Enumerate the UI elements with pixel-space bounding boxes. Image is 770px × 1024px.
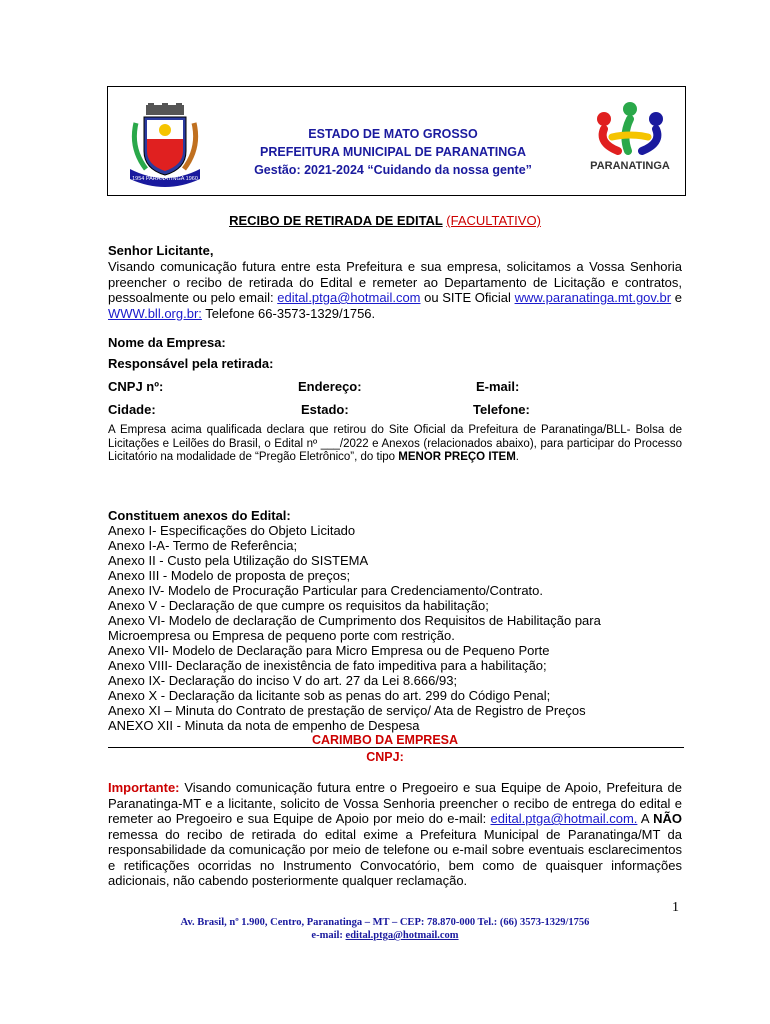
stamp-title: CARIMBO DA EMPRESA [311,733,459,747]
letterhead-text [213,125,573,179]
field-address-label: Endereço: [298,379,362,394]
state-name: ESTADO DE MATO GROSSO [308,127,478,141]
important-label: Importante: [108,780,180,795]
annex-item: Anexo IV- Modelo de Procuração Particular para Credenciamento/Contrato. [108,583,544,598]
field-row-city [108,402,682,418]
field-state-label: Estado: [301,402,349,417]
site-link-prefeitura[interactable]: www.paranatinga.mt.gov.br [514,290,672,305]
field-responsible [108,356,682,372]
email-link[interactable]: edital.ptga@hotmail.com [277,290,421,305]
stamp-divider [108,747,684,748]
intro-paragraph [108,259,682,321]
field-phone-label: Telefone: [473,402,530,417]
site-link-bll[interactable]: WWW.bll.org.br: [108,305,202,321]
annex-item: Anexo IX- Declaração do inciso V do art. 27 da Lei 8.666/93; [108,673,458,688]
annex-item: Microempresa ou Empresa de pequeno porte com restrição. [108,628,455,643]
footer-address: Av. Brasil, nº 1.900, Centro, Paranatinga – MT – CEP: 78.870-000 Tel.: (66) 3573-1329/1756 [180,917,590,928]
important-email-link[interactable]: edital.ptga@hotmail.com. [490,811,638,826]
crest-ribbon-text: 1954 PARANATINGA 1960 [132,176,198,182]
intro-text-2: ou SITE Oficial [420,290,515,305]
annex-item: Anexo I-A- Termo de Referência; [108,538,298,553]
important-text: Visando comunicação futura entre o Pregoeiro e sua Equipe de Apoio, Prefeitura de Paranatinga-MT e a licitante, solicito de Vossa Senhoria preencher o recibo de entrega do edital e remeter ao Pregoeiro e sua Equipe de Apoio por meio do e-mail: [108,780,682,826]
field-cnpj-label: CNPJ nº: [108,379,164,394]
footer-email-link[interactable]: edital.ptga@hotmail.com [345,930,459,941]
field-email-label: E-mail: [476,379,520,394]
annex-item: Anexo III - Modelo de proposta de preços; [108,568,351,583]
letterhead-box [107,86,686,196]
annex-item: Anexo VIII- Declaração de inexistência de fato impeditiva para a habilitação; [108,658,547,673]
declaration-text: A Empresa acima qualificada declara que retirou do Site Oficial da Prefeitura de Paranatinga/BLL- Bolsa de Licitações e Leilões do Brasil, o Edital nº ___/2022 e Anexos (relacionados abaixo), para participar do Processo Licitatório na modalidade de “Pregão Eletrônico”, do tipo [108,424,682,463]
annex-item: Anexo XI – Minuta do Contrato de prestação de serviço/ Ata de Registro de Preços [108,703,586,718]
greeting: Senhor Licitante, [108,243,214,258]
page-title [0,213,770,228]
footer-email-label: e-mail: [311,930,346,941]
stamp-cnpj: CNPJ: [366,750,404,764]
logo-text: PARANATINGA [590,160,670,172]
administration-slogan: Gestão: 2021-2024 “Cuidando da nossa gente” [254,163,532,177]
annex-heading: Constituem anexos do Edital: [108,508,291,523]
intro-text: Visando comunicação futura entre esta Prefeitura e sua empresa, solicitamos a Vossa Senhoria preencher o recibo de retirada do Edital e remeter ao Departamento de Licitação e contratos, pessoalmente ou pelo email: [108,259,682,305]
paranatinga-logo-icon [582,99,678,183]
annex-item: ANEXO XII - Minuta da nota de empenho de Despesa [108,718,420,733]
important-text-2: A [637,811,654,826]
page-number: 1 [672,900,679,915]
field-city-label: Cidade: [108,402,156,417]
annex-item: Anexo X - Declaração da licitante sob as penas do art. 299 do Código Penal; [108,688,551,703]
annex-list [108,508,682,733]
annex-item: Anexo I- Especificações do Objeto Licitado [108,523,356,538]
field-company [108,335,682,351]
declaration-paragraph [108,424,682,465]
field-company-label: Nome da Empresa: [108,335,226,350]
prefecture-name: PREFEITURA MUNICIPAL DE PARANATINGA [260,145,526,159]
intro-text-4: Telefone 66-3573-1329/1756. [201,305,376,321]
intro-text-3: e [671,290,682,305]
important-nao: NÃO [653,811,682,826]
important-paragraph [108,780,682,889]
municipal-crest-icon [126,103,204,187]
declaration-type: MENOR PREÇO ITEM [398,451,516,463]
field-responsible-label: Responsável pela retirada: [108,356,274,371]
title-note: (FACULTATIVO) [446,213,541,228]
annex-item: Anexo II - Custo pela Utilização do SISTEMA [108,553,369,568]
field-row-cnpj [108,379,682,395]
annex-item: Anexo VII- Modelo de Declaração para Micro Empresa ou de Pequeno Porte [108,643,550,658]
annex-item: Anexo V - Declaração de que cumpre os requisitos da habilitação; [108,598,489,613]
important-text-3: remessa do recibo de retirada do edital exime a Prefeitura Municipal de Paranatinga/MT da responsabilidade da comunicação por meio de telefone ou e-mail sobre eventuais esclarecimentos e retificações ocorridas no Instrumento Convocatório, bem como de quaisquer informações adicionais, não cabendo posteriormente qualquer reclamação. [108,826,682,888]
annex-item: Anexo VI- Modelo de declaração de Cumprimento dos Requisitos de Habilitação para [108,613,601,628]
footer-email [0,930,770,941]
declaration-end: . [515,451,519,463]
title-main: RECIBO DE RETIRADA DE EDITAL [229,213,443,228]
